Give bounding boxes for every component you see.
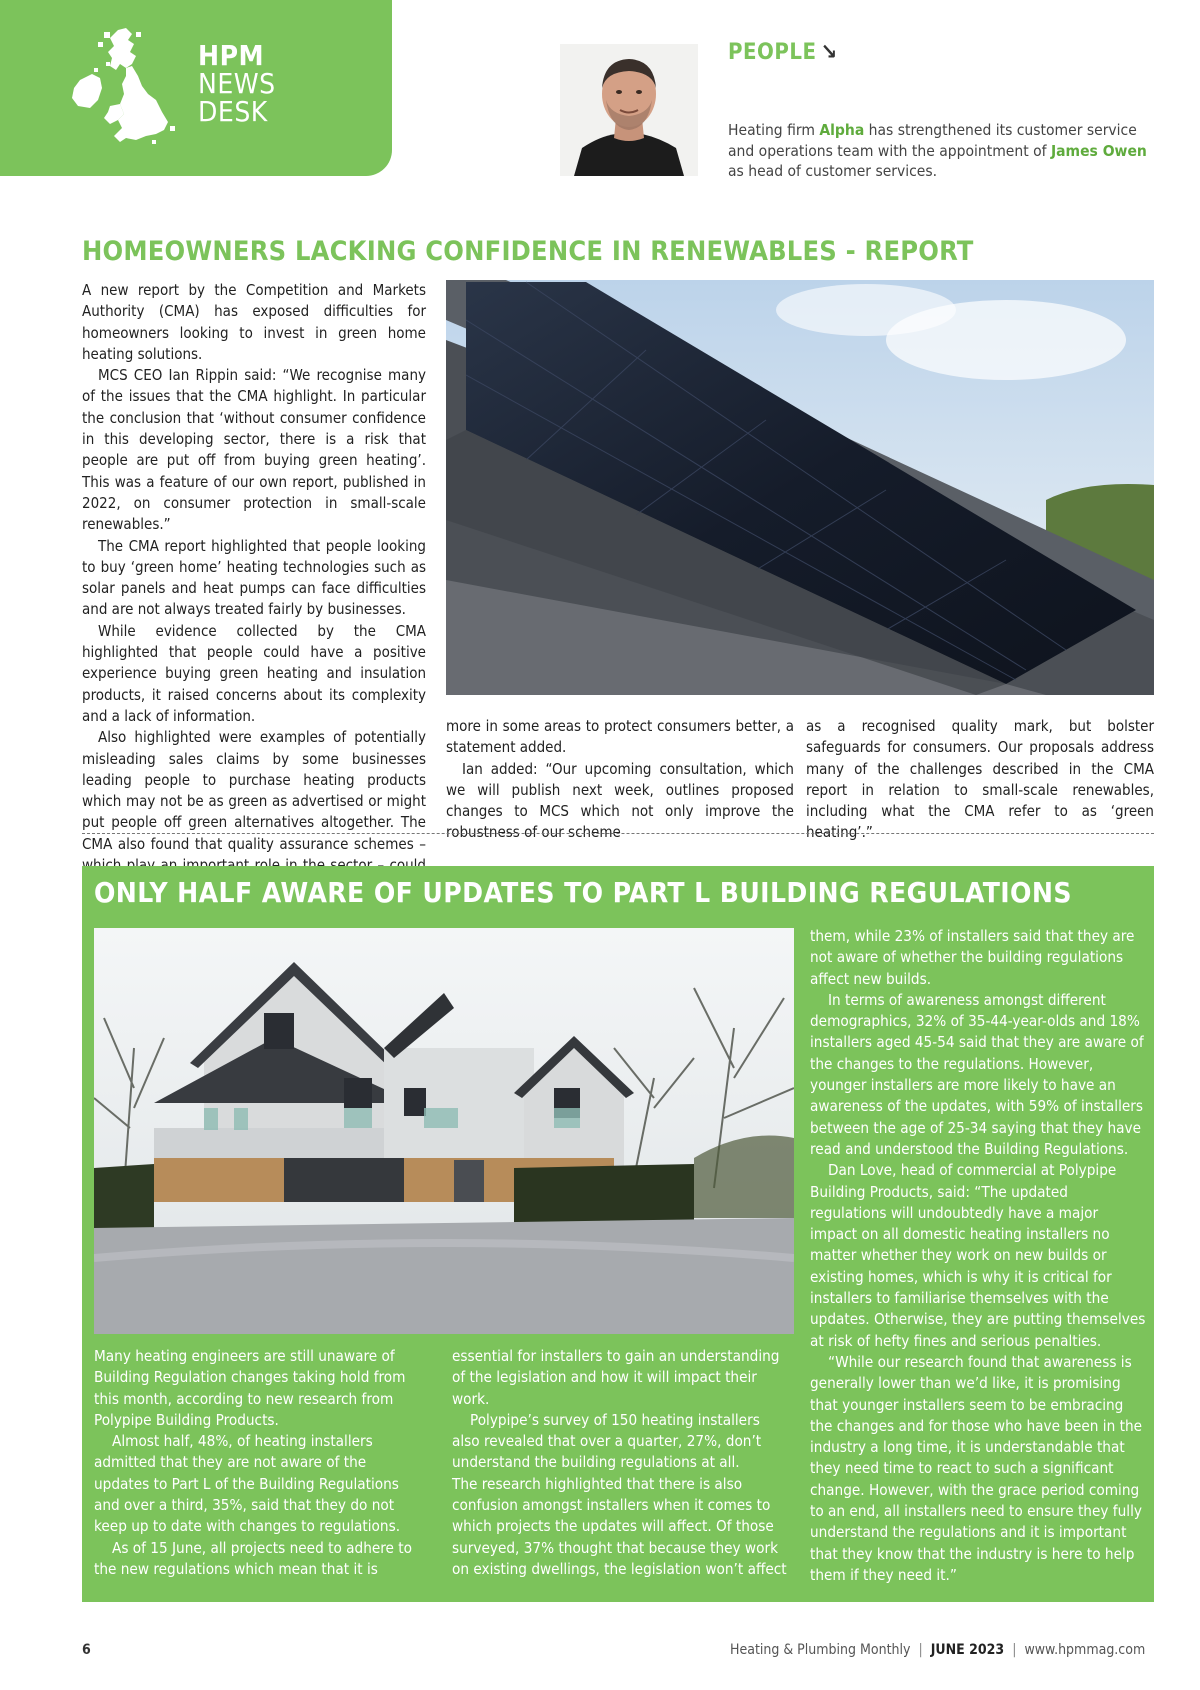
article1-col2-para: Ian added: “Our upcoming consultation, which we will publish next week, outlines proposed changes to MCS which not only improve the robustness of our scheme (446, 759, 794, 842)
article1-col1-para: MCS CEO Ian Rippin said: “We recognise many of the issues that the CMA highlight. In particular the conclusion that ‘without consumer confidence in this developing sector, there is a risk that people are put off from buying green heating’. This was a feature of our own report, published in 2022, on consumer protection in small-scale renewables.” (82, 366, 426, 534)
issue-date: JUNE 2023 (930, 1642, 1005, 1658)
article2-col3-para: them, while 23% of installers said that they are not aware of whether the building regulations affect new builds. (810, 927, 1135, 988)
article2-headline: ONLY HALF AWARE OF UPDATES TO PART L BUILDING REGULATIONS (94, 876, 1072, 909)
section-divider (82, 833, 1154, 834)
people-blurb (728, 120, 1158, 182)
footer-separator: | (918, 1642, 923, 1658)
footer-publication-info (730, 1642, 1145, 1658)
article1-col2-para: more in some areas to protect consumers better, a statement added. (446, 717, 794, 757)
article2-col1-para: As of 15 June, all projects need to adhere to the new regulations which mean that it is (94, 1538, 413, 1578)
article2-col1-para: Almost half, 48%, of heating installers admitted that they are not aware of the updates to Part L of the Building Regulations and over a third, 35%, said that they do not keep up to date with changes to regulations. (94, 1432, 401, 1536)
james-owen-photo (560, 44, 698, 176)
article1-col1-para: The CMA report highlighted that people looking to buy ‘green home’ heating technologies such as solar panels and heat pumps can face difficulties and are not always treated fairly by businesses. (82, 536, 426, 619)
article2-col3-para: Dan Love, head of commercial at Polypipe Building Products, said: “The updated regulations will undoubtedly have a major impact on all domestic heating installers no matter whether they work on new builds or existing homes, which is why it is critical for installers to familiarise themselves with the updates. Otherwise, they are putting themselves at risk of hefty fines and serious penalties. (810, 1161, 1146, 1350)
article1-col1-para: Also highlighted were examples of potentially misleading sales claims by some businesses leading people to purchase heating products which may not be as green as advertised or might put people off green alternatives altogether. The CMA also found that quality assurance schemes – (82, 728, 426, 853)
article1-headline: HOMEOWNERS LACKING CONFIDENCE IN RENEWABLES - REPORT (82, 236, 974, 267)
article2-col3-para: “While our research found that awareness is generally lower than we’d like, it is promising that younger installers seem to be embracing the changes and for those who have been in the industry a long time, it is understandable that they need time to react to such a significant change. However, with the grace period coming to an end, all installers need to ensure they fully understand the regulations and it is important that they know that the industry is here to help them if they need it.” (810, 1352, 1143, 1584)
article2-column-2 (452, 1346, 788, 1580)
person-name: James Owen (1050, 141, 1147, 160)
people-heading-label: PEOPLE (728, 40, 817, 65)
people-text-1: Heating firm (728, 121, 820, 139)
logo-line-2: NEWS (198, 67, 276, 100)
article1-col3-para: as a recognised quality mark, but bolster safeguards for consumers. Our proposals address many of the challenges described in the CMA report in relation to small-scale renewables, including what the CMA refer to as ‘green heating’.” (806, 717, 1154, 842)
article2-col2-para: essential for installers to gain an understanding of the legislation and how it will impact their work. (452, 1347, 780, 1408)
uk-map-icon (70, 28, 182, 146)
article1-column-1 (82, 280, 426, 898)
website-link[interactable]: www.hpmmag.com (1024, 1642, 1146, 1658)
news-desk-tab (0, 0, 392, 176)
article1-col1-para: While evidence collected by the CMA highlighted that people could have a positive experience buying green heating and insulation products, it raised concerns about its complexity and a lack of information. (82, 621, 426, 725)
arrow-down-right-icon: ↘ (820, 40, 838, 65)
logo-line-1: HPM (198, 39, 265, 72)
footer-separator: | (1012, 1642, 1017, 1658)
people-heading (728, 40, 838, 65)
people-text-2: has strengthened its customer service and operations team with the appointment of (728, 121, 1137, 160)
article1-column-3 (806, 716, 1154, 844)
logo-line-3: DESK (198, 95, 268, 128)
people-text-3: as head of customer services. (728, 162, 938, 180)
article1-column-2 (446, 716, 794, 844)
article2-column-1 (94, 1346, 424, 1580)
article1-col1-para: A new report by the Competition and Markets Authority (CMA) has exposed difficulties for homeowners looking to invest in green home heating solutions. (82, 281, 426, 363)
new-build-house-photo (94, 928, 794, 1334)
article2-col1-para: Many heating engineers are still unaware of Building Regulation changes taking hold from this month, according to new research from Polypipe Building Products. (94, 1347, 406, 1429)
article2-col3-para: In terms of awareness amongst different demographics, 32% of 35-44-year-olds and 18% installers aged 45-54 said that they are aware of the changes to the regulations. However, younger installers are more likely to have an awareness of the updates, with 59% of installers between the age of 25-34 saying that they have read and understood the Building Regulations. (810, 990, 1144, 1158)
article2-column-3 (810, 926, 1146, 1586)
page-number: 6 (82, 1642, 91, 1658)
article2-col2-para: Polypipe’s survey of 150 heating installers also revealed that over a quarter, 27%, don’t understand the building regulations at all. (452, 1410, 762, 1472)
news-desk-logo (198, 39, 276, 128)
article2-col2-para: The research highlighted that there is also confusion amongst installers when it comes to which projects the updates will affect. Of those surveyed, 37% thought that because they work on existing dwellings, the legislation won’t affect (452, 1474, 787, 1578)
solar-roof-photo (446, 280, 1154, 695)
company-name: Alpha (819, 121, 865, 139)
publication-name: Heating & Plumbing Monthly (730, 1642, 911, 1658)
